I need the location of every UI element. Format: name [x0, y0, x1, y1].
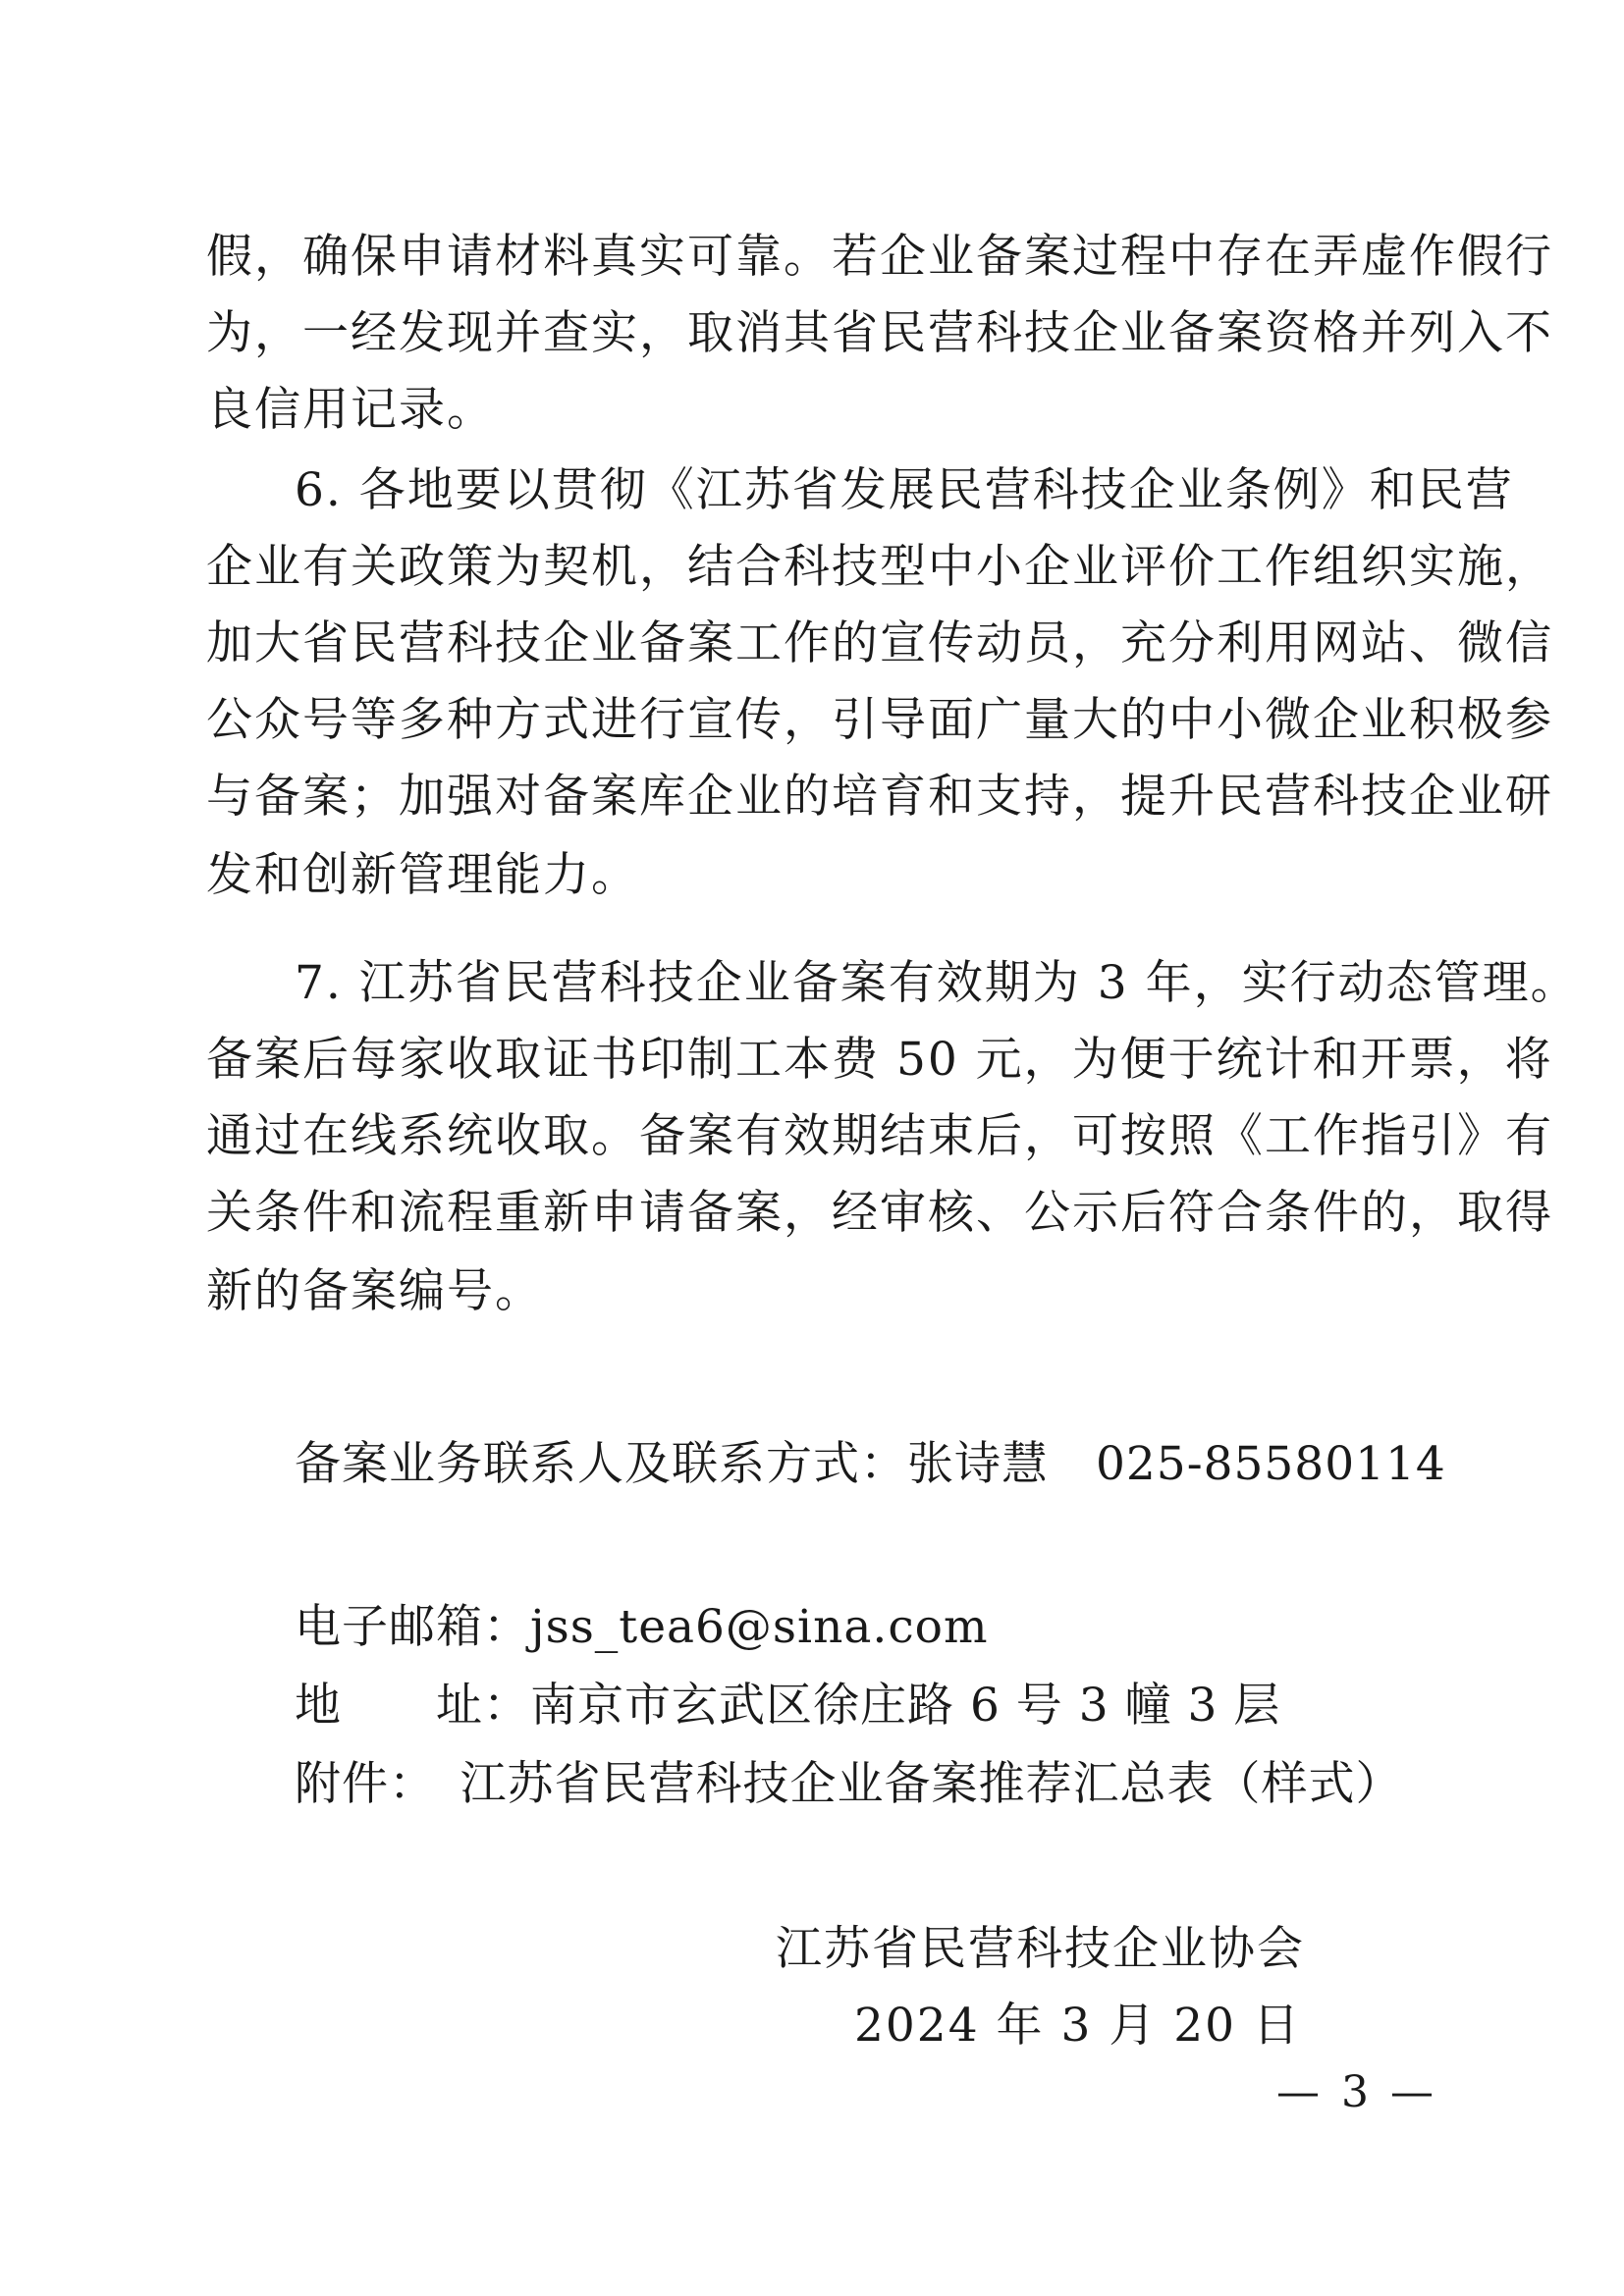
body-line: 发和创新管理能力。	[206, 848, 639, 902]
paragraph-6-first-line: 6. 各地要以贯彻《江苏省发展民营科技企业条例》和民营	[295, 463, 1514, 517]
attachment-note: 附件： 江苏省民营科技企业备案推荐汇总表（样式）	[295, 1757, 1403, 1811]
body-line: 假，确保申请材料真实可靠。若企业备案过程中存在弄虚作假行	[206, 230, 1553, 284]
signature-org: 江苏省民营科技企业协会	[776, 1922, 1305, 1976]
contact-person: 备案业务联系人及联系方式：张诗慧 025-85580114	[295, 1437, 1446, 1491]
body-line: 公众号等多种方式进行宣传，引导面广量大的中小微企业积极参	[206, 693, 1553, 747]
body-line: 企业有关政策为契机，结合科技型中小企业评价工作组织实施，	[206, 540, 1553, 594]
contact-address: 地 址：南京市玄武区徐庄路 6 号 3 幢 3 层	[295, 1679, 1281, 1733]
body-line: 良信用记录。	[206, 383, 495, 437]
body-line: 加大省民营科技企业备案工作的宣传动员，充分利用网站、微信	[206, 616, 1553, 670]
body-line: 关条件和流程重新申请备案，经审核、公示后符合条件的，取得	[206, 1186, 1553, 1240]
contact-email: 电子邮箱：jss_tea6@sina.com	[295, 1600, 989, 1654]
signature-date: 2024 年 3 月 20 日	[854, 1999, 1302, 2053]
body-line: 与备案；加强对备案库企业的培育和支持，提升民营科技企业研	[206, 770, 1553, 824]
body-line: 新的备案编号。	[206, 1264, 543, 1318]
page-number: — 3 —	[1276, 2067, 1437, 2117]
body-line: 备案后每家收取证书印制工本费 50 元，为便于统计和开票，将	[206, 1033, 1553, 1087]
body-line: 为，一经发现并查实，取消其省民营科技企业备案资格并列入不	[206, 306, 1553, 360]
paragraph-7-first-line: 7. 江苏省民营科技企业备案有效期为 3 年，实行动态管理。	[295, 956, 1579, 1010]
body-line: 通过在线系统收取。备案有效期结束后，可按照《工作指引》有	[206, 1109, 1553, 1163]
